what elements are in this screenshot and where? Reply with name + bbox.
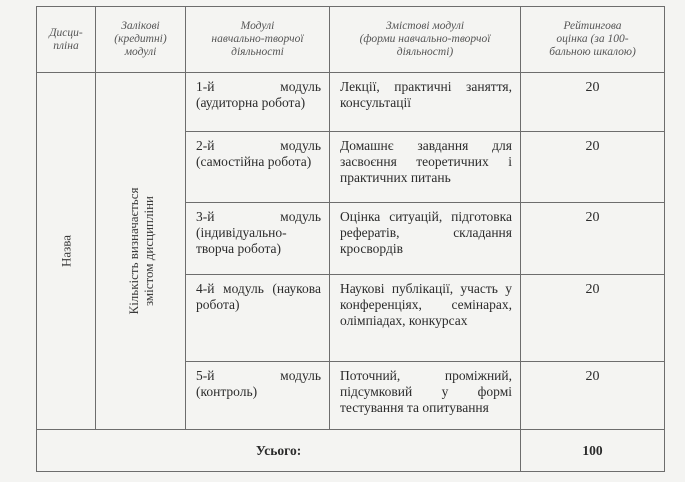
- header-content-modules: Змістові модулі (форми навчально-творчої діяльності): [330, 7, 521, 73]
- discipline-name-cell: [37, 73, 96, 430]
- total-row: [37, 430, 665, 472]
- score-cell: 20: [521, 132, 665, 203]
- header-row: [37, 7, 665, 73]
- module-cell: 2-й модуль (самостійна робота): [186, 132, 330, 203]
- score-cell: 20: [521, 275, 665, 362]
- header-rating: Рейтингова оцінка (за 100- бальною шкалою): [521, 7, 665, 73]
- header-discipline: Дисци- пліна: [37, 7, 96, 73]
- score-cell: 20: [521, 73, 665, 132]
- content-cell: Лекції, практичні заняття, консультації: [330, 73, 521, 132]
- module-cell: 4-й модуль (наукова робота): [186, 275, 330, 362]
- total-label: Усього:: [37, 430, 521, 472]
- total-score: 100: [521, 430, 665, 472]
- score-cell: 20: [521, 362, 665, 430]
- module-cell: 1-й модуль (аудиторна робота): [186, 73, 330, 132]
- rating-table: [36, 6, 665, 472]
- content-cell: Наукові публікації, участь у конференціях, семінарах, олімпіадах, конкурсах: [330, 275, 521, 362]
- content-cell: Оцінка ситуацій, підготовка рефератів, складання кросвордів: [330, 203, 521, 275]
- table-row: [37, 73, 665, 132]
- credit-modules-cell: [96, 73, 186, 430]
- score-cell: 20: [521, 203, 665, 275]
- discipline-name: Назва: [58, 234, 74, 268]
- content-cell: Домашнє завдання для засвоєння теоретичних і практичних питань: [330, 132, 521, 203]
- credit-note: Кількість визначається змістом дисципліни: [125, 187, 156, 315]
- header-credit-modules: Залікові (кредитні) модулі: [96, 7, 186, 73]
- header-activity-modules: Модулі навчально-творчої діяльності: [186, 7, 330, 73]
- content-cell: Поточний, проміжний, підсумковий у формі тестування та опитування: [330, 362, 521, 430]
- module-cell: 3-й модуль (індивідуально-творча робота): [186, 203, 330, 275]
- module-cell: 5-й модуль (контроль): [186, 362, 330, 430]
